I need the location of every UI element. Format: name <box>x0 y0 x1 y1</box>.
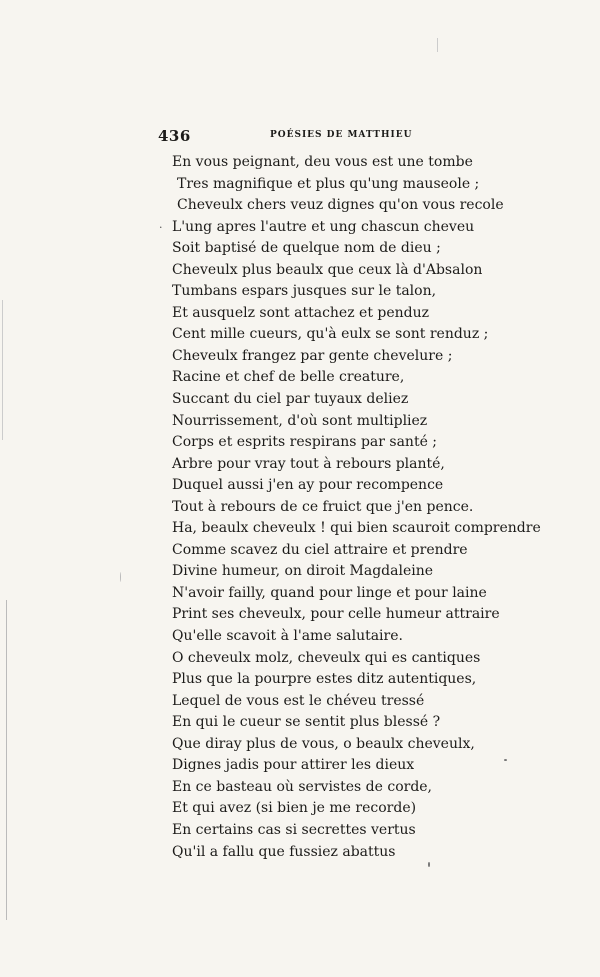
verse-line: Arbre pour vray tout à rebours planté, <box>172 455 445 472</box>
verse-line: Divine humeur, on diroit Magdaleine <box>172 563 434 580</box>
verse-line: En ce basteau où servistes de corde, <box>172 778 433 795</box>
verse-line: Succant du ciel par tuyaux deliez <box>172 391 409 408</box>
verse-line: Cheveulx plus beaulx que ceux là d'Absalon <box>172 261 483 278</box>
verse-line: Duquel aussi j'en ay pour recompence <box>172 477 444 494</box>
verse-line: En vous peignant, deu vous est une tombe <box>172 154 473 170</box>
page-number: 436 <box>158 127 191 145</box>
scan-speck <box>120 572 121 582</box>
verse-line: Et qui avez (si bien je me recorde) <box>172 800 417 817</box>
verse-line: Soit baptisé de quelque nom de dieu ; <box>172 240 441 257</box>
running-title: POÉSIES DE MATTHIEU <box>270 130 413 140</box>
verse-line: Comme scavez du ciel attraire et prendre <box>172 541 468 558</box>
page-header <box>158 127 458 147</box>
verse-line: Corps et esprits respirans par santé ; <box>172 434 438 451</box>
scan-mark <box>437 38 438 52</box>
verse-line: En qui le cueur se sentit plus blessé ? <box>172 714 441 731</box>
verse-line: Cheveulx frangez par gente chevelure ; <box>172 347 453 364</box>
verse-line <box>140 217 475 239</box>
verse-line: Et ausquelz sont attachez et penduz <box>172 304 430 321</box>
verse-line: Dignes jadis pour attirer les dieux <box>172 757 415 774</box>
verse-line: Ha, beaulx cheveulx ! qui bien scauroit comprendre <box>172 520 541 537</box>
verse-line: Que diray plus de vous, o beaulx cheveulx, <box>172 735 475 752</box>
verse-text: L'ung apres l'autre et ung chascun cheveu <box>172 218 475 235</box>
verse-line: Nourrissement, d'où sont multipliez <box>172 412 428 429</box>
verse-line: O cheveulx molz, cheveulx qui es cantiques <box>172 649 481 666</box>
poem <box>140 152 541 863</box>
verse-line: Plus que la pourpre estes ditz autentiques, <box>172 671 477 688</box>
margin-mark: · <box>159 220 163 234</box>
verse-line: Qu'il a fallu que fussiez abattus <box>172 843 396 860</box>
verse-line: Qu'elle scavoit à l'ame salutaire. <box>172 628 403 645</box>
scan-speck <box>504 759 507 761</box>
scan-edge-line <box>2 300 3 440</box>
verse-line: Tumbans espars jusques sur le talon, <box>172 283 437 300</box>
scan-speck <box>428 862 430 867</box>
verse-line: Lequel de vous est le chéveu tressé <box>172 692 425 709</box>
verse-line: Cheveulx chers veuz dignes qu'on vous recole <box>177 197 504 214</box>
verse-line: Racine et chef de belle creature, <box>172 369 405 386</box>
verse-line: Tout à rebours de ce fruict que j'en pence. <box>172 498 474 515</box>
scan-edge-line <box>6 600 7 920</box>
verse-line: N'avoir failly, quand pour linge et pour laine <box>172 584 487 601</box>
verse-line: Cent mille cueurs, qu'à eulx se sont renduz ; <box>172 326 489 343</box>
verse-line: Tres magnifique et plus qu'ung mauseole ; <box>177 175 480 192</box>
verse-line: En certains cas si secrettes vertus <box>172 821 416 838</box>
verse-line: Print ses cheveulx, pour celle humeur attraire <box>172 606 500 623</box>
